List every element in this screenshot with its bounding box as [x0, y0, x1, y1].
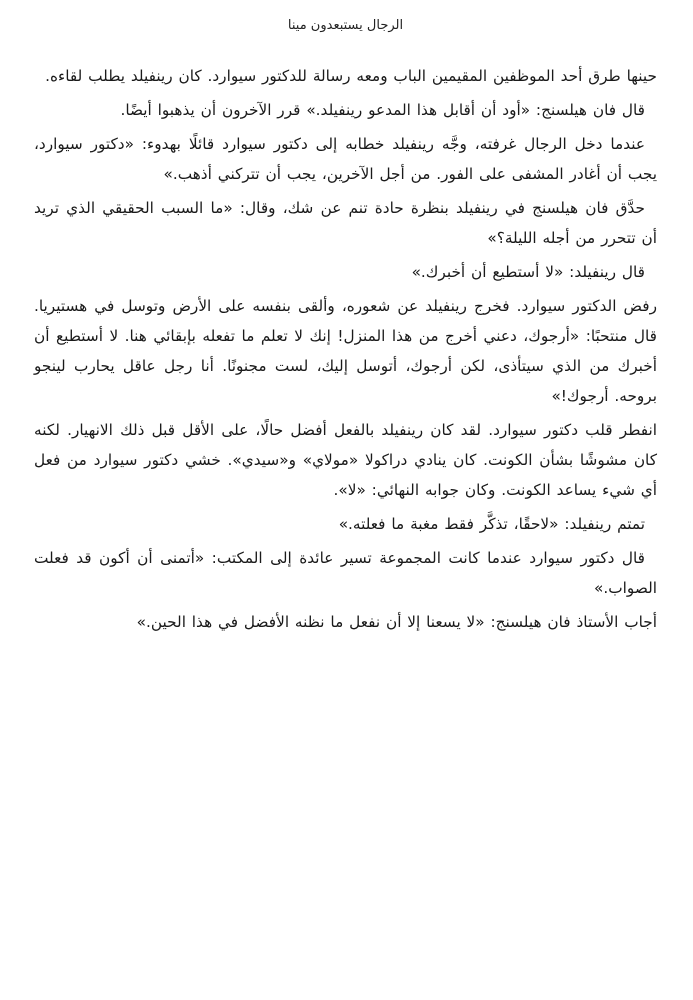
- paragraph-3: عندما دخل الرجال غرفته، وجَّه رينفيلد خطابه إلى دكتور سيوارد قائلًا بهدوء: «دكتور سيوارد، يجب أن أغادر المشفى على الفور. من أجل الآخرين، يجب أن تتركني أذهب.»: [34, 135, 657, 183]
- paragraph-8: تمتم رينفيلد: «لاحقًا، تذكَّر فقط مغبة ما فعلته.»: [338, 515, 645, 533]
- paragraph-6: رفض الدكتور سيوارد. فخرج رينفيلد عن شعوره، وألقى بنفسه على الأرض وتوسل في هستيريا. قال منتحبًا: «أرجوك، دعني أخرج من هذا المنزل! إنك لا تعلم ما تفعله بإبقائي هنا. لا أستطيع أن أخبرك من الذي سيتأذى، لكن أرجوك، أتوسل إليك، لست مجنونًا. أنا رجل عاقل يحارب لينجو بروحه. أرجوك!»: [34, 297, 657, 405]
- paragraph-2: قال فان هيلسنج: «أود أن أقابل هذا المدعو رينفيلد.» قرر الآخرون أن يذهبوا أيضًا.: [120, 101, 645, 119]
- paragraph-5: قال رينفيلد: «لا أستطيع أن أخبرك.»: [411, 263, 645, 281]
- running-title: الرجال يستبعدون مينا: [287, 18, 404, 33]
- paragraph-10: أجاب الأستاذ فان هيلسنج: «لا يسعنا إلا أن نفعل ما نظنه الأفضل في هذا الحين.»: [136, 613, 657, 631]
- paragraph-9: قال دكتور سيوارد عندما كانت المجموعة تسير عائدة إلى المكتب: «أتمنى أن أكون قد فعلت الصواب.»: [34, 549, 657, 597]
- paragraph-7: انفطر قلب دكتور سيوارد. لقد كان رينفيلد بالفعل أفضل حالًا، على الأقل قبل ذلك الانهيار. لكنه كان مشوشًا بشأن الكونت. كان ينادي دراكولا «مولاي» و«سيدي». خشي دكتور سيوارد من فعل أي شيء يساعد الكونت. وكان جوابه النهائي: «لا».: [34, 421, 657, 499]
- paragraph-4: حدَّق فان هيلسنج في رينفيلد بنظرة حادة تنم عن شك، وقال: «ما السبب الحقيقي الذي تريد أن تتحرر من أجله الليلة؟»: [34, 199, 657, 247]
- paragraph-1: حينها طرق أحد الموظفين المقيمين الباب ومعه رسالة للدكتور سيوارد. كان رينفيلد يطلب لقاءه.: [45, 67, 657, 85]
- body-text: [34, 61, 657, 637]
